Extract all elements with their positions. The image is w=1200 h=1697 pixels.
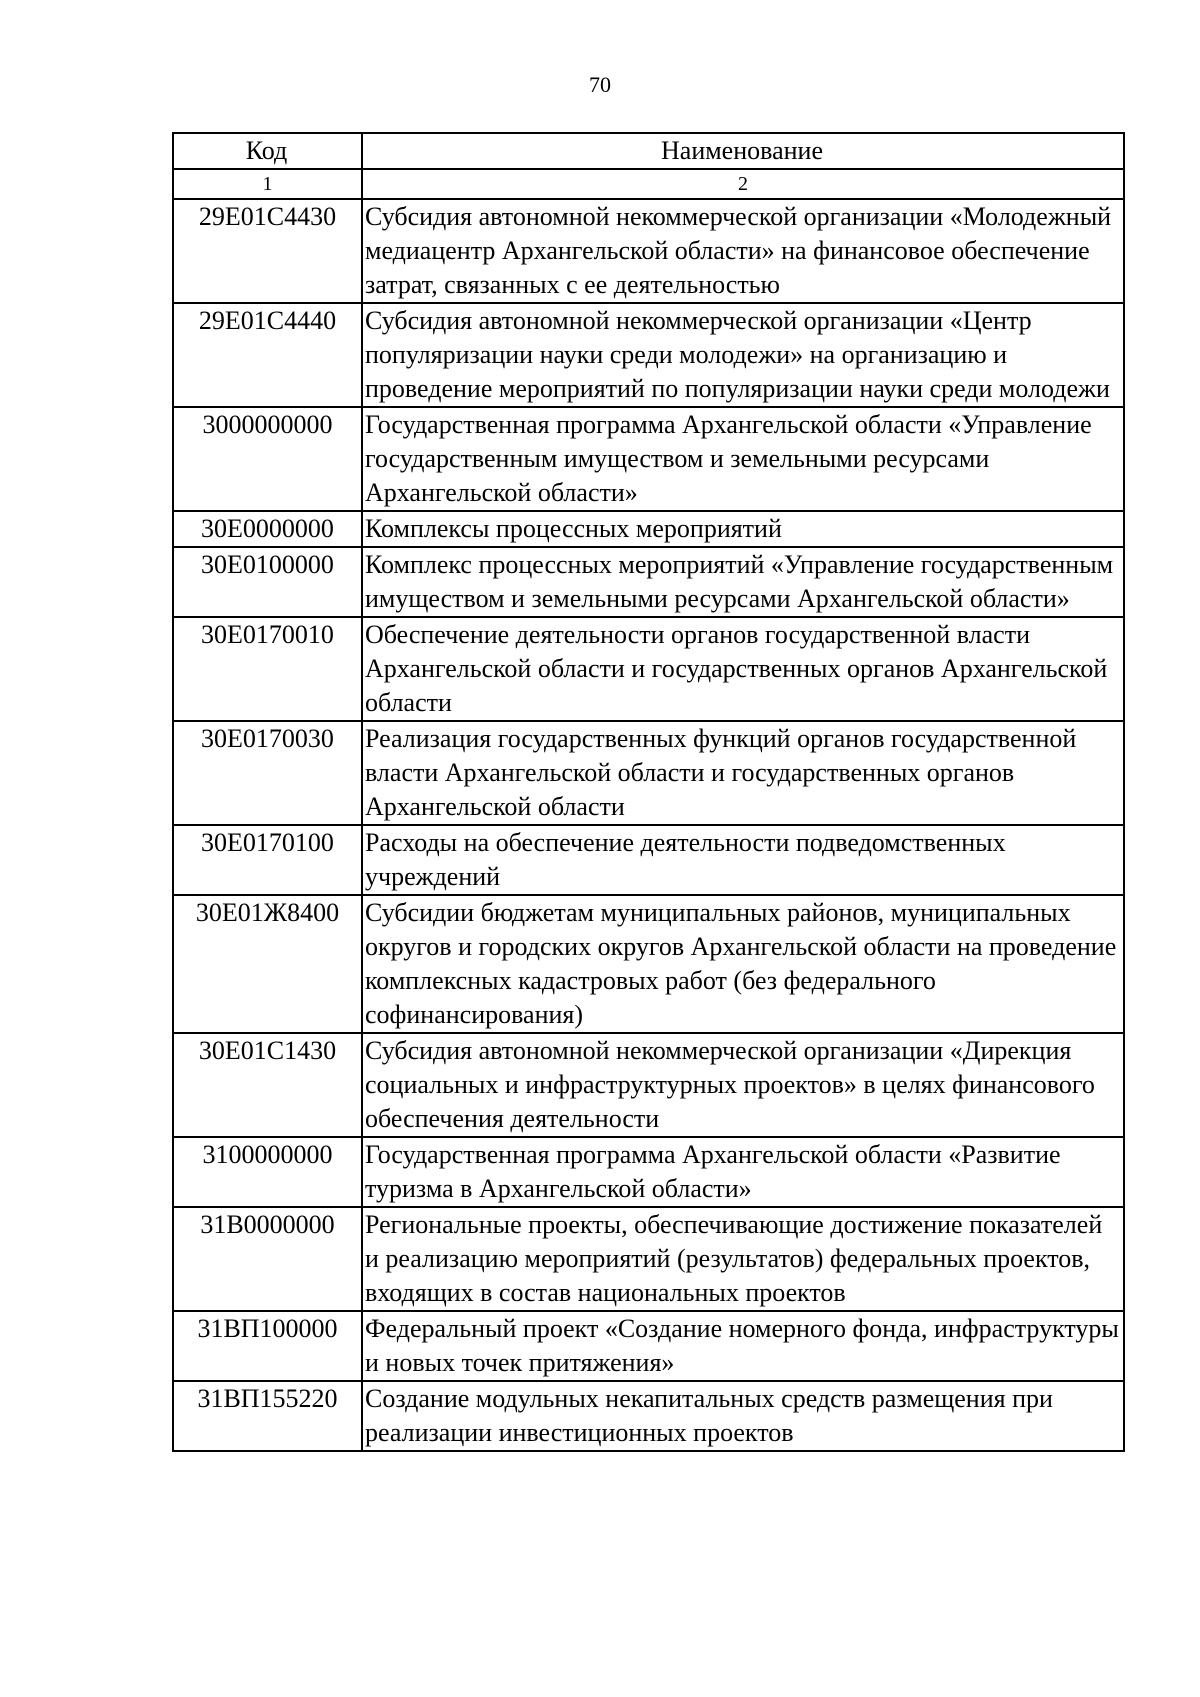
row-code: 31B0000000 bbox=[173, 1207, 362, 1311]
budget-codes-table bbox=[172, 132, 1125, 1452]
row-code: 30E0000000 bbox=[173, 511, 362, 547]
row-name: Создание модульных некапитальных средств размещения при реализации инвестиционных проектов bbox=[362, 1381, 1124, 1451]
row-name: Субсидии бюджетам муниципальных районов, муниципальных округов и городских округов Архангельской области на проведение комплексных кадастровых работ (без федерального софинансирования) bbox=[362, 895, 1124, 1033]
table-row bbox=[173, 895, 1124, 1033]
row-code: 30E0170030 bbox=[173, 721, 362, 825]
row-name: Федеральный проект «Создание номерного фонда, инфраструктуры и новых точек притяжения» bbox=[362, 1311, 1124, 1381]
row-name: Реализация государственных функций органов государственной власти Архангельской области и государственных органов Архангельской области bbox=[362, 721, 1124, 825]
row-name: Субсидия автономной некоммерческой организации «Дирекция социальных и инфраструктурных проектов» в целях финансового обеспечения деятельности bbox=[362, 1033, 1124, 1137]
row-code: 30E01Ж8400 bbox=[173, 895, 362, 1033]
column-number-1: 1 bbox=[173, 169, 362, 199]
row-name: Обеспечение деятельности органов государственной власти Архангельской области и государственных органов Архангельской области bbox=[362, 617, 1124, 721]
row-code: 29E01C4440 bbox=[173, 303, 362, 407]
row-code: 3000000000 bbox=[173, 407, 362, 511]
row-name: Комплекс процессных мероприятий «Управление государственным имуществом и земельными ресурсами Архангельской области» bbox=[362, 547, 1124, 617]
row-code: 30E01C1430 bbox=[173, 1033, 362, 1137]
table-row bbox=[173, 1311, 1124, 1381]
header-row bbox=[173, 133, 1124, 169]
column-number-row bbox=[173, 169, 1124, 199]
table-row bbox=[173, 617, 1124, 721]
row-name: Государственная программа Архангельской области «Управление государственным имуществом и земельными ресурсами Архангельской области» bbox=[362, 407, 1124, 511]
table-row bbox=[173, 407, 1124, 511]
table-row bbox=[173, 1207, 1124, 1311]
row-code: 30E0170100 bbox=[173, 825, 362, 895]
row-name: Государственная программа Архангельской области «Развитие туризма в Архангельской области» bbox=[362, 1137, 1124, 1207]
table-row bbox=[173, 547, 1124, 617]
row-name: Субсидия автономной некоммерческой организации «Центр популяризации науки среди молодежи» на организацию и проведение мероприятий по популяризации науки среди молодежи bbox=[362, 303, 1124, 407]
header-name: Наименование bbox=[362, 133, 1124, 169]
table-row bbox=[173, 1381, 1124, 1451]
table-row bbox=[173, 199, 1124, 303]
column-number-2: 2 bbox=[362, 169, 1124, 199]
row-code: 30E0100000 bbox=[173, 547, 362, 617]
header-code: Код bbox=[173, 133, 362, 169]
row-code: 31BП100000 bbox=[173, 1311, 362, 1381]
table-row bbox=[173, 511, 1124, 547]
row-name: Региональные проекты, обеспечивающие достижение показателей и реализацию мероприятий (результатов) федеральных проектов, входящих в состав национальных проектов bbox=[362, 1207, 1124, 1311]
table-row bbox=[173, 303, 1124, 407]
row-name: Субсидия автономной некоммерческой организации «Молодежный медиацентр Архангельской области» на финансовое обеспечение затрат, связанных с ее деятельностью bbox=[362, 199, 1124, 303]
table-row bbox=[173, 1033, 1124, 1137]
row-name: Комплексы процессных мероприятий bbox=[362, 511, 1124, 547]
row-code: 30E0170010 bbox=[173, 617, 362, 721]
table-row bbox=[173, 1137, 1124, 1207]
table-row bbox=[173, 721, 1124, 825]
page-number: 70 bbox=[589, 72, 611, 97]
row-code: 3100000000 bbox=[173, 1137, 362, 1207]
row-name: Расходы на обеспечение деятельности подведомственных учреждений bbox=[362, 825, 1124, 895]
table-row bbox=[173, 825, 1124, 895]
row-code: 31BП155220 bbox=[173, 1381, 362, 1451]
row-code: 29E01C4430 bbox=[173, 199, 362, 303]
